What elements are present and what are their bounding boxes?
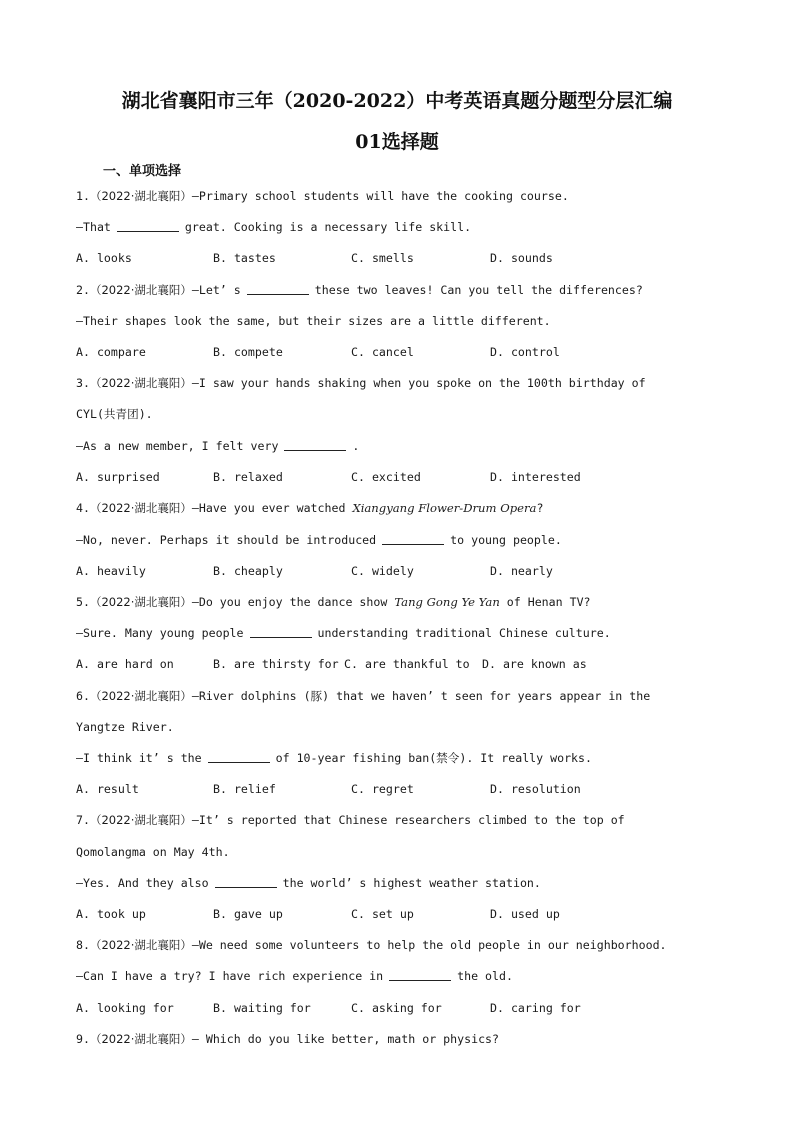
q5-options <box>76 654 726 674</box>
option-c: C. regret <box>351 782 414 796</box>
q6-prompt-cont: Yangtze River. <box>76 720 174 734</box>
option-a: A. heavily <box>76 564 146 578</box>
q4-options <box>76 561 726 581</box>
q6-reply: —I think it’ s the of 10-year fishing ban(禁令). It really works. <box>76 751 592 765</box>
option-a: A. took up <box>76 907 146 921</box>
q6-prompt: 6.（2022·湖北襄阳）—River dolphins (豚) that we haven’ t seen for years appear in the <box>76 689 651 703</box>
section-heading: 一、单项选择 <box>103 164 182 179</box>
option-c: C. cancel <box>351 345 414 359</box>
option-b: B. cheaply <box>213 564 283 578</box>
option-a: A. result <box>76 782 139 796</box>
option-c: C. are thankful to <box>344 657 470 671</box>
q5-reply: —Sure. Many young people understanding traditional Chinese culture. <box>76 626 611 640</box>
option-b: B. waiting for <box>213 1001 311 1015</box>
option-b: B. gave up <box>213 907 283 921</box>
q3-options <box>76 467 726 487</box>
answer-blank <box>382 532 444 545</box>
answer-blank <box>250 625 312 638</box>
option-b: B. tastes <box>213 251 276 265</box>
option-b: B. compete <box>213 345 283 359</box>
option-d: D. are known as <box>482 657 587 671</box>
document-title: 湖北省襄阳市三年（2020-2022）中考英语真题分题型分层汇编 <box>121 90 673 112</box>
q6-options <box>76 779 726 799</box>
option-b: B. are thirsty for <box>213 657 339 671</box>
answer-blank <box>208 750 270 763</box>
answer-blank <box>215 875 277 888</box>
q4-prompt: 4.（2022·湖北襄阳）—Have you ever watched Xiangyang Flower-Drum Opera? <box>76 501 544 515</box>
option-a: A. looks <box>76 251 132 265</box>
q1-prompt: 1.（2022·湖北襄阳）—Primary school students will have the cooking course. <box>76 189 569 203</box>
option-c: C. excited <box>351 470 421 484</box>
option-d: D. resolution <box>490 782 581 796</box>
answer-blank <box>389 968 451 981</box>
option-d: D. caring for <box>490 1001 581 1015</box>
q3-reply: —As a new member, I felt very . <box>76 439 360 453</box>
option-b: B. relaxed <box>213 470 283 484</box>
option-a: A. are hard on <box>76 657 174 671</box>
option-d: D. interested <box>490 470 581 484</box>
q3-prompt: 3.（2022·湖北襄阳）—I saw your hands shaking when you spoke on the 100th birthday of <box>76 376 646 390</box>
q7-options <box>76 904 726 924</box>
option-c: C. widely <box>351 564 414 578</box>
option-c: C. asking for <box>351 1001 442 1015</box>
option-a: A. looking for <box>76 1001 174 1015</box>
option-c: C. set up <box>351 907 414 921</box>
q2-prompt: 2.（2022·湖北襄阳）—Let’ s these two leaves! Can you tell the differences? <box>76 283 643 297</box>
q7-prompt: 7.（2022·湖北襄阳）—It’ s reported that Chinese researchers climbed to the top of <box>76 813 625 827</box>
q3-prompt-cont: CYL(共青团). <box>76 407 153 421</box>
option-c: C. smells <box>351 251 414 265</box>
answer-blank <box>117 219 179 232</box>
option-d: D. control <box>490 345 560 359</box>
q7-reply: —Yes. And they also the world’ s highest weather station. <box>76 876 541 890</box>
q8-prompt: 8.（2022·湖北襄阳）—We need some volunteers to help the old people in our neighborhood. <box>76 938 667 952</box>
option-a: A. compare <box>76 345 146 359</box>
option-d: D. sounds <box>490 251 553 265</box>
q2-options <box>76 342 726 362</box>
q8-reply: —Can I have a try? I have rich experience in the old. <box>76 969 513 983</box>
answer-blank <box>284 438 346 451</box>
q8-options <box>76 998 726 1018</box>
document-subtitle: 01选择题 <box>355 131 439 153</box>
q4-reply: —No, never. Perhaps it should be introduced to young people. <box>76 533 562 547</box>
q5-prompt: 5.（2022·湖北襄阳）—Do you enjoy the dance show Tang Gong Ye Yan of Henan TV? <box>76 595 591 609</box>
option-a: A. surprised <box>76 470 160 484</box>
option-d: D. nearly <box>490 564 553 578</box>
option-d: D. used up <box>490 907 560 921</box>
q2-reply: —Their shapes look the same, but their sizes are a little different. <box>76 314 551 328</box>
q7-prompt-cont: Qomolangma on May 4th. <box>76 845 230 859</box>
q1-options <box>76 248 726 268</box>
answer-blank <box>247 282 309 295</box>
option-b: B. relief <box>213 782 276 796</box>
q1-reply: —That great. Cooking is a necessary life skill. <box>76 220 472 234</box>
q9-prompt: 9.（2022·湖北襄阳）— Which do you like better, math or physics? <box>76 1032 500 1046</box>
